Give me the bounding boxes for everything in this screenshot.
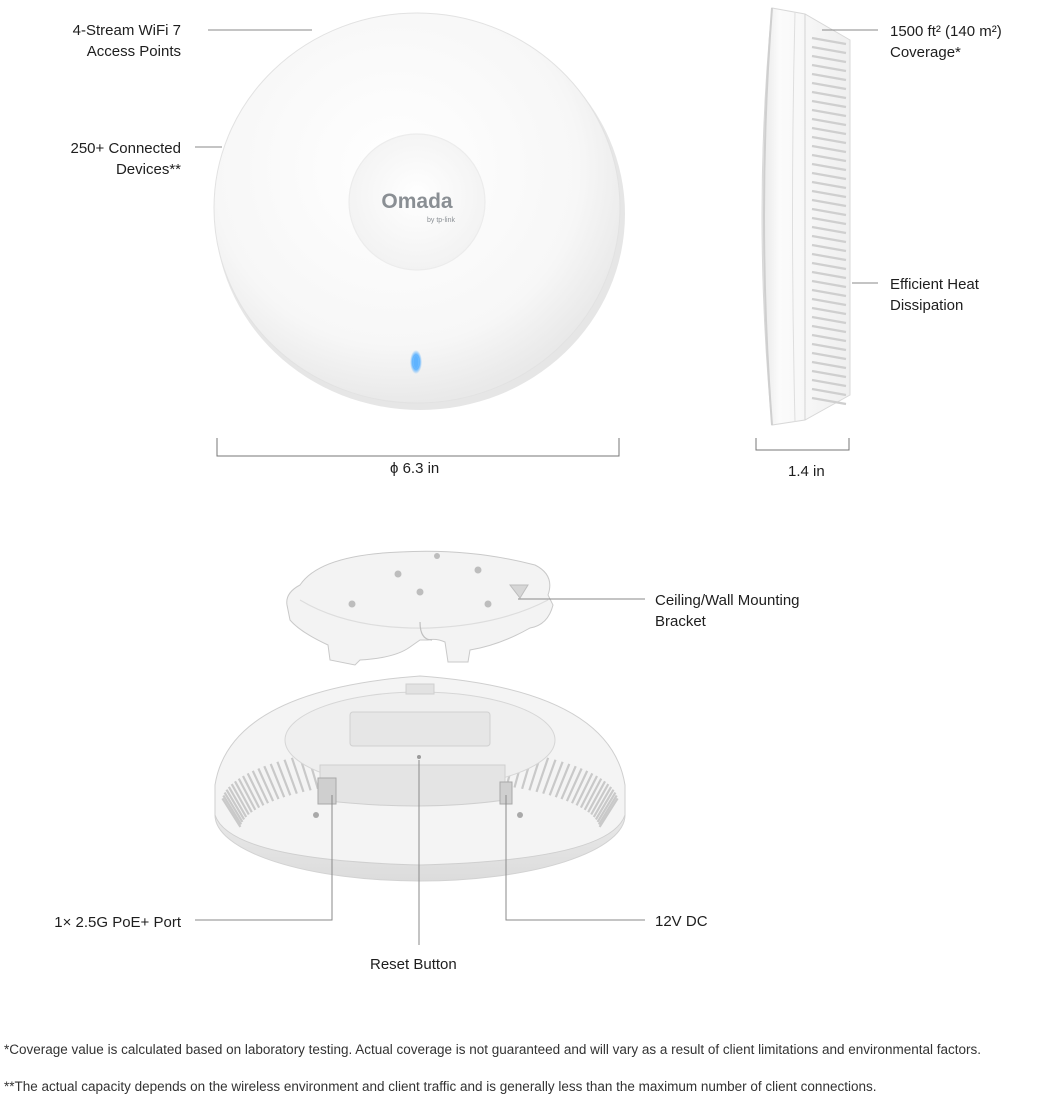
feature-wifi-label: 4-Stream WiFi 7 Access Points [72,22,181,60]
access-point-side-view [762,8,850,425]
capacity-footnote: **The actual capacity depends on the wireless environment and client traffic and is generally less than the maximum number of client connections. [4,1079,877,1094]
reset-button-label: Reset Button [370,956,457,973]
omada-logo-text: Omada [381,190,453,213]
poe-port [318,778,336,804]
diameter-label: ϕ 6.3 in [390,460,440,477]
feature-devices-label: 250+ Connected Devices** [70,140,181,178]
access-point-bottom-view [215,676,625,881]
poe-port-label: 1× 2.5G PoE+ Port [54,914,181,931]
mounting-bracket [287,551,553,665]
feature-bracket-label: Ceiling/Wall Mounting Bracket [655,592,800,630]
coverage-footnote: *Coverage value is calculated based on laboratory testing. Actual coverage is not guaranteed and will vary as a result of client limitations and environmental factors. [4,1042,982,1057]
feature-coverage-label: 1500 ft² (140 m²) Coverage* [890,23,1002,61]
tp-link-subtext: by tp-link [426,217,455,224]
thickness-dimension-bracket [756,438,849,450]
dc-label: 12V DC [655,913,708,930]
thickness-label: 1.4 in [788,463,825,480]
feature-heat-label: Efficient Heat Dissipation [890,276,979,314]
reset-button [417,755,421,759]
diameter-dimension-bracket [217,438,619,456]
dimension-markers [217,438,849,456]
